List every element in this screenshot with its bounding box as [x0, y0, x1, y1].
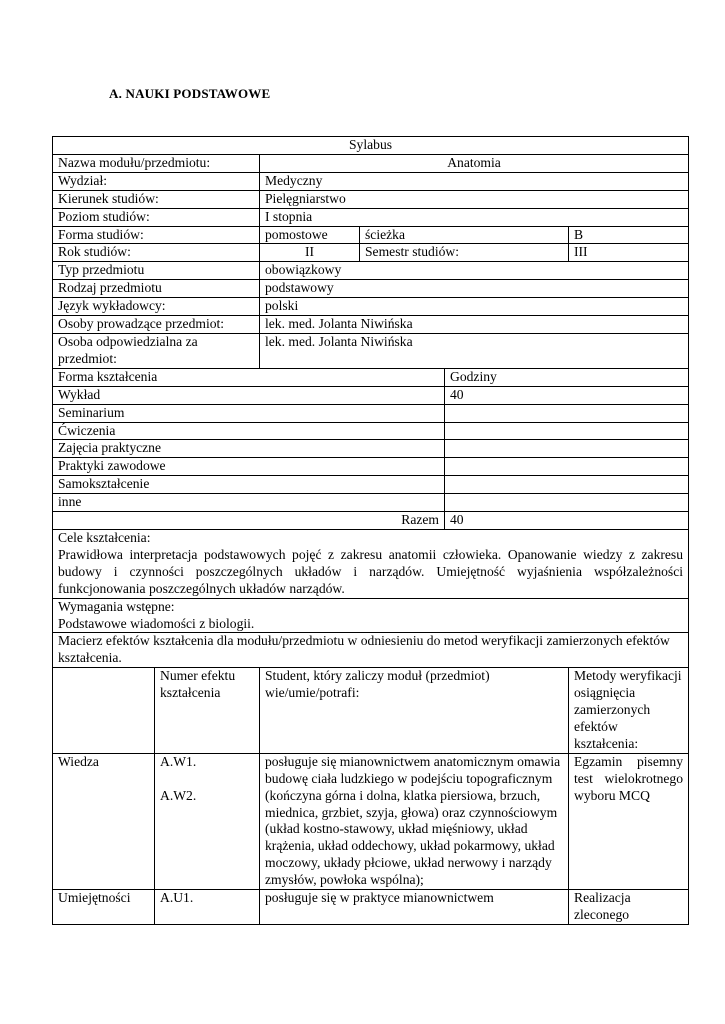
hours-row: [53, 386, 689, 404]
hours-row: [53, 422, 689, 440]
module-name-row: [53, 154, 689, 172]
level-row: [53, 208, 689, 226]
matrix-title-row: [53, 633, 689, 668]
study-year-value: II: [260, 244, 360, 262]
hours-total-row: [53, 512, 689, 530]
hours-value: [445, 404, 689, 422]
module-name-label: Nazwa modułu/przedmiotu:: [53, 154, 260, 172]
knowledge-numbers: [155, 753, 260, 889]
study-form-label: Forma studiów:: [53, 226, 260, 244]
syllabus-title-row: [53, 137, 689, 155]
responsible-value: lek. med. Jolanta Niwińska: [260, 333, 689, 368]
skills-method: Realizacja zleconego: [569, 890, 689, 925]
instructors-value: lek. med. Jolanta Niwińska: [260, 316, 689, 334]
matrix-header-number: Numer efektu kształcenia: [155, 668, 260, 754]
hours-header-row: [53, 368, 689, 386]
goals-label: Cele kształcenia:: [58, 530, 151, 546]
syllabus-title: Sylabus: [53, 137, 689, 155]
matrix-header-student: Student, który zaliczy moduł (przedmiot) wie/umie/potrafi:: [260, 668, 569, 754]
hours-form-label: Seminarium: [53, 404, 445, 422]
knowledge-category: Wiedza: [53, 753, 155, 889]
field-label: Kierunek studiów:: [53, 190, 260, 208]
hours-form-label: Praktyki zawodowe: [53, 458, 445, 476]
field-row: [53, 190, 689, 208]
subject-type-label: Typ przedmiotu: [53, 262, 260, 280]
study-path-label: ścieżka: [360, 226, 569, 244]
matrix-header-empty: [53, 668, 155, 754]
skills-row: [53, 890, 689, 925]
level-value: I stopnia: [260, 208, 689, 226]
total-label: Razem: [53, 512, 445, 530]
hours-row: [53, 476, 689, 494]
hours-header: Godziny: [445, 368, 689, 386]
skills-number: A.U1.: [155, 890, 260, 925]
hours-row: [53, 458, 689, 476]
hours-row: [53, 404, 689, 422]
instructors-row: [53, 316, 689, 334]
prerequisites-text: Podstawowe wiadomości z biologii.: [58, 615, 255, 631]
semester-value: III: [569, 244, 689, 262]
knowledge-row: [53, 753, 689, 889]
instructors-label: Osoby prowadzące przedmiot:: [53, 316, 260, 334]
knowledge-number-2: A.W2.: [160, 787, 197, 803]
faculty-value: Medyczny: [260, 172, 689, 190]
matrix-title: Macierz efektów kształcenia dla modułu/przedmiotu w odniesieniu do metod weryfikacji zamierzonych efektów kształcenia.: [53, 633, 689, 668]
skills-category: Umiejętności: [53, 890, 155, 925]
goals-text: Prawidłowa interpretacja podstawowych pojęć z zakresu anatomii człowieka. Opanowanie wiedzy z zakresu budowy i czynności poszczególnych układów i narządów. Umiejętność wyjaśnienia współzależności funkcjonowania poszczególnych układów narządów.: [58, 546, 684, 596]
hours-form-label: Samokształcenie: [53, 476, 445, 494]
hours-value: [445, 458, 689, 476]
study-form-row: [53, 226, 689, 244]
study-year-label: Rok studiów:: [53, 244, 260, 262]
hours-value: [445, 440, 689, 458]
section-heading: A. NAUKI PODSTAWOWE: [109, 86, 271, 101]
faculty-row: [53, 172, 689, 190]
total-value: 40: [445, 512, 689, 530]
language-value: polski: [260, 298, 689, 316]
module-name-value: Anatomia: [260, 154, 689, 172]
hours-form-label: Ćwiczenia: [53, 422, 445, 440]
field-value: Pielęgniarstwo: [260, 190, 689, 208]
prerequisites-label: Wymagania wstępne:: [58, 598, 175, 614]
study-form-value: pomostowe: [260, 226, 360, 244]
prerequisites-cell: [53, 598, 689, 633]
matrix-header-row: [53, 668, 689, 754]
subject-kind-value: podstawowy: [260, 280, 689, 298]
knowledge-method: Egzamin pisemny test wielokrotnego wyboru MCQ: [569, 753, 689, 889]
form-header: Forma kształcenia: [53, 368, 445, 386]
study-year-row: [53, 244, 689, 262]
responsible-row: [53, 333, 689, 368]
subject-type-row: [53, 262, 689, 280]
goals-cell: [53, 530, 689, 599]
hours-row: [53, 494, 689, 512]
knowledge-number-1: A.W1.: [160, 753, 197, 769]
language-label: Język wykładowcy:: [53, 298, 260, 316]
hours-value: 40: [445, 386, 689, 404]
responsible-label: Osoba odpowiedzialna za przedmiot:: [53, 333, 260, 368]
semester-label: Semestr studiów:: [360, 244, 569, 262]
syllabus-table: [52, 136, 689, 925]
subject-kind-label: Rodzaj przedmiotu: [53, 280, 260, 298]
level-label: Poziom studiów:: [53, 208, 260, 226]
goals-row: [53, 530, 689, 599]
subject-kind-row: [53, 280, 689, 298]
knowledge-description: posługuje się mianownictwem anatomicznym omawia budowę ciała ludzkiego w podejściu topograficznym (kończyna górna i dolna, klatka piersiowa, brzuch, miednica, grzbiet, szyja, głowa) oraz czynnościowym (układ kostno-stawowy, układ mięśniowy, układ krążenia, układ oddechowy, układ pokarmowy, układ moczowy, układy płciowe, układ nerwowy i narządy zmysłów, powłoka wspólna);: [260, 753, 569, 889]
hours-value: [445, 422, 689, 440]
prerequisites-row: [53, 598, 689, 633]
language-row: [53, 298, 689, 316]
subject-type-value: obowiązkowy: [260, 262, 689, 280]
skills-description: posługuje się w praktyce mianownictwem: [260, 890, 569, 925]
matrix-header-methods: Metody weryfikacji osiągnięcia zamierzonych efektów kształcenia:: [569, 668, 689, 754]
syllabus-document: [52, 136, 688, 925]
hours-form-label: Wykład: [53, 386, 445, 404]
hours-value: [445, 476, 689, 494]
hours-form-label: Zajęcia praktyczne: [53, 440, 445, 458]
hours-form-label: inne: [53, 494, 445, 512]
hours-value: [445, 494, 689, 512]
faculty-label: Wydział:: [53, 172, 260, 190]
hours-row: [53, 440, 689, 458]
study-path-value: B: [569, 226, 689, 244]
